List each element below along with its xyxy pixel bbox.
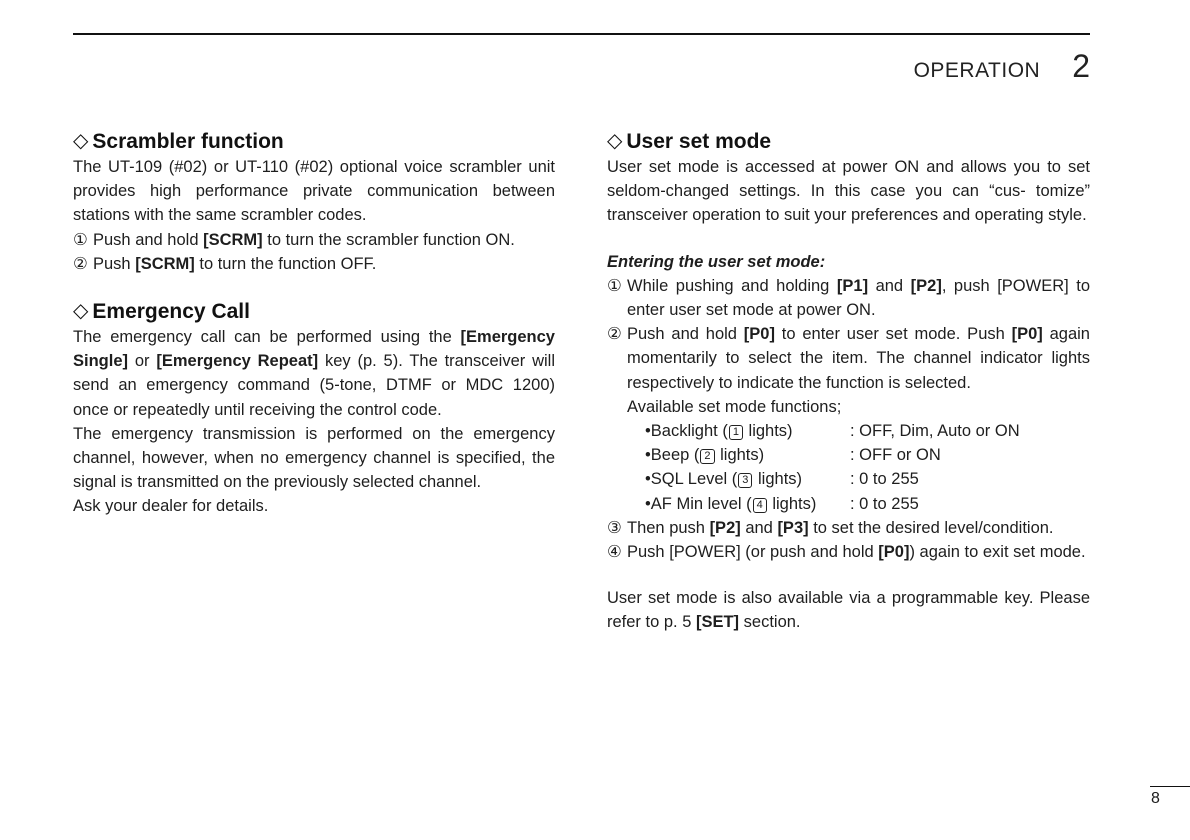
key-label: [SET] — [695, 613, 740, 632]
diamond-icon: ◇ — [73, 130, 89, 152]
page-header — [914, 48, 1090, 85]
step-text: Push [SCRM] to turn the function OFF. — [93, 254, 377, 273]
key-label: [P2] — [910, 276, 942, 295]
scrambler-section — [73, 128, 555, 276]
step-number: ④ — [607, 543, 622, 562]
function-item: •Beep ( 2 lights) : OFF or ON — [645, 443, 1090, 467]
step-text: While pushing and holding [P1] and [P2], push [POWER] to enter user set mode at power ON. — [627, 276, 1090, 320]
user-set-title: User set mode — [626, 130, 772, 153]
step-text: Push and hold [SCRM] to turn the scrambler function ON. — [93, 230, 515, 249]
key-label: [P0] — [743, 325, 775, 344]
key-label: [SCRM] — [135, 254, 195, 273]
header-chapter-number: 2 — [1072, 48, 1090, 84]
channel-indicator-box: 2 — [700, 449, 714, 464]
channel-indicator-box: 3 — [738, 473, 752, 488]
function-item: •Backlight ( 1 lights) : OFF, Dim, Auto or ON — [645, 419, 1090, 443]
step-number: ① — [73, 230, 88, 249]
diamond-icon: ◇ — [607, 130, 623, 152]
scrambler-steps — [73, 228, 555, 276]
function-range: : OFF, Dim, Auto or ON — [850, 422, 1020, 441]
step-number: ② — [607, 325, 622, 344]
user-set-section — [607, 128, 1090, 635]
scrambler-heading — [73, 128, 555, 155]
key-label: [P3] — [777, 518, 809, 537]
user-set-step-2 — [607, 322, 1090, 516]
key-label: [P2] — [709, 518, 741, 537]
user-set-subheading: Entering the user set mode: — [607, 252, 826, 271]
key-label: [P1] — [836, 276, 869, 295]
header-section-title: OPERATION — [913, 59, 1041, 82]
channel-indicator-box: 1 — [729, 425, 743, 440]
step-number: ② — [73, 254, 88, 273]
key-label: [P0] — [1011, 325, 1043, 344]
scrambler-title: Scrambler function — [92, 130, 284, 153]
key-label: [Emergency Single] — [73, 328, 555, 371]
left-column — [73, 128, 555, 519]
emergency-section — [73, 298, 555, 519]
channel-indicator-box: 4 — [753, 498, 767, 513]
emergency-paragraph-1: The emergency call can be performed using the [Emergency Single] or [Emergency Repeat] key (p. 5). The transceiver will send an emergency command (5-tone, DTMF or MDC 1200) once or repeatedly until receiving the control code. — [73, 328, 556, 419]
function-range: : 0 to 255 — [850, 470, 919, 489]
right-column — [607, 128, 1090, 635]
user-set-intro: User set mode is accessed at power ON and allows you to set seldom-changed settings. In this case you can “cus- tomize” transceiver operation to suit your preferences and operating style. — [607, 158, 1090, 225]
function-range: : 0 to 255 — [850, 494, 919, 513]
user-set-heading — [607, 128, 1090, 155]
user-set-note: User set mode is also available via a programmable key. Please refer to p. 5 [SET] section. — [607, 589, 1090, 632]
function-item: •AF Min level ( 4 lights) : 0 to 255 — [645, 492, 1090, 516]
emergency-paragraph-3: Ask your dealer for details. — [73, 497, 269, 516]
step-number: ③ — [607, 518, 622, 537]
scrambler-step-2 — [73, 252, 555, 276]
function-item: •SQL Level ( 3 lights) : 0 to 255 — [645, 467, 1090, 491]
function-list — [627, 419, 1090, 516]
emergency-heading — [73, 298, 555, 325]
function-range: : OFF or ON — [850, 446, 941, 465]
key-label: [SCRM] — [203, 230, 263, 249]
top-rule — [73, 33, 1090, 35]
page-number: 8 — [1151, 790, 1160, 807]
step-number: ① — [607, 276, 622, 295]
available-functions-label: Available set mode functions; — [627, 397, 842, 416]
user-set-step-4 — [607, 540, 1090, 564]
key-label: [Emergency Repeat] — [156, 352, 319, 371]
scrambler-intro: The UT-109 (#02) or UT-110 (#02) optional voice scrambler unit provides high performance private communication between stations with the same scrambler codes. — [73, 158, 555, 225]
diamond-icon: ◇ — [73, 300, 89, 323]
emergency-paragraph-2: The emergency transmission is performed on the emergency channel, however, when no emergency channel is specified, the signal is transmitted on the previously selected channel. — [73, 424, 555, 492]
emergency-title: Emergency Call — [92, 300, 250, 324]
footer-rule — [1150, 786, 1190, 787]
step-text: Then push [P2] and [P3] to set the desired level/condition. — [627, 518, 1054, 537]
scrambler-step-1 — [73, 228, 555, 252]
user-set-step-3 — [607, 516, 1090, 540]
step-text: Push [POWER] (or push and hold [P0]) again to exit set mode. — [627, 543, 1086, 562]
step-text: Push and hold [P0] to enter user set mode. Push [P0] again momentarily to select the item. The channel indicator lights respectively to indicate the function is selected. Available set mode functions; •Backlight ( 1 lights) : OFF, Dim, Auto or ON •Beep ( 2 lights) : OFF or ON •SQL Level ( 3 lights) : 0 to 255 •AF Min level ( 4 lights) : 0 to 255 — [627, 322, 1090, 516]
key-label: [P0] — [878, 543, 910, 562]
user-set-steps — [607, 274, 1090, 564]
user-set-step-1 — [607, 274, 1090, 322]
